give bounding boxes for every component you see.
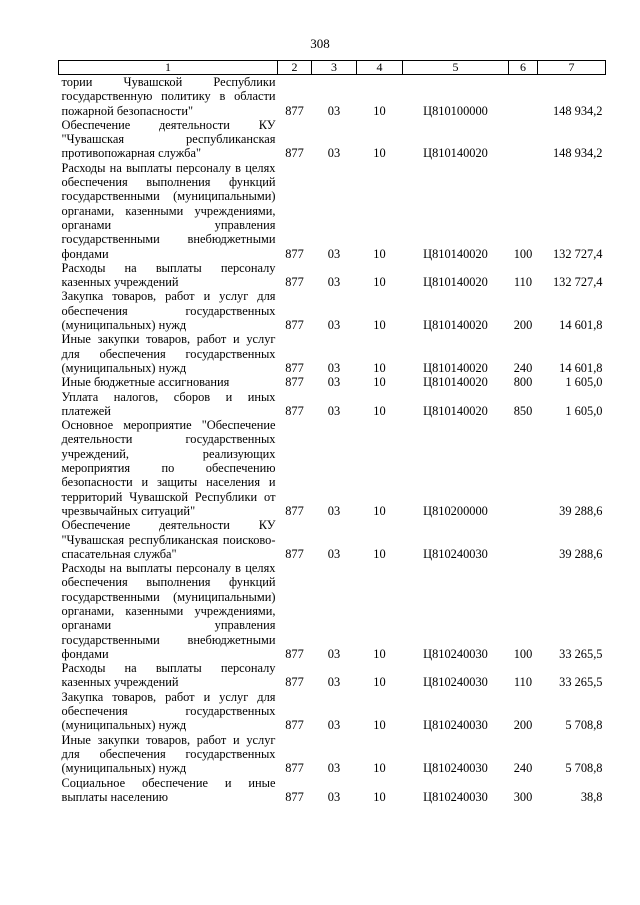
row-name: Закупка товаров, работ и услуг для обеспечения государственных (муниципальных) нужд (61, 289, 276, 333)
row-amount: 1 605,0 (565, 375, 603, 390)
row-ministry-code: 877 (285, 546, 304, 561)
row-expense-type (509, 118, 538, 161)
row-expense-type: 800 (513, 375, 533, 390)
row-expense-type: 200 (513, 718, 533, 733)
row-expense-type: 100 (513, 246, 533, 261)
row-subsection: 10 (373, 275, 386, 290)
row-name: Расходы на выплаты персоналу в целях обеспечения выполнения функций государственными (муниципальными) органами, казенными учреждениями, органами управления государственными внебюджетными фондами (61, 561, 276, 661)
row-amount: 148 934,2 (552, 103, 603, 118)
table-row (59, 518, 606, 561)
row-ministry-code: 877 (285, 146, 304, 161)
header-col-7: 7 (538, 61, 606, 75)
row-expense-type: 240 (513, 360, 533, 375)
row-ministry-code: 877 (285, 275, 304, 290)
row-expense-type: 100 (513, 646, 533, 661)
row-name: Закупка товаров, работ и услуг для обеспечения государственных (муниципальных) нужд (61, 689, 276, 733)
row-amount: 1 605,0 (565, 403, 603, 418)
row-subsection: 10 (373, 103, 386, 118)
row-target-article: Ц810140020 (423, 146, 488, 161)
row-target-article: Ц810140020 (423, 403, 488, 418)
row-target-article: Ц810240030 (423, 761, 488, 776)
row-amount: 5 708,8 (565, 718, 603, 733)
row-section: 03 (327, 360, 341, 375)
row-subsection: 10 (373, 718, 386, 733)
table-row (59, 776, 606, 805)
row-amount: 38,8 (580, 789, 603, 804)
table-row (59, 161, 606, 261)
table-row (59, 390, 606, 419)
row-name: Обеспечение деятельности КУ "Чувашская республиканская поисково-спасательная служба" (61, 518, 276, 561)
row-section: 03 (327, 646, 341, 661)
row-amount: 132 727,4 (552, 246, 603, 261)
row-section: 03 (327, 718, 341, 733)
row-subsection: 10 (373, 375, 386, 390)
row-subsection: 10 (373, 761, 386, 776)
row-target-article: Ц810240030 (423, 789, 488, 804)
row-ministry-code: 877 (285, 403, 304, 418)
column-number-header (59, 61, 606, 75)
row-target-article: Ц810140020 (423, 318, 488, 333)
row-amount: 132 727,4 (552, 275, 603, 290)
row-target-article: Ц810140020 (423, 375, 488, 390)
row-ministry-code: 877 (285, 360, 304, 375)
row-ministry-code: 877 (285, 718, 304, 733)
row-expense-type: 110 (513, 275, 533, 290)
row-expense-type: 240 (513, 761, 533, 776)
row-section: 03 (327, 246, 341, 261)
row-ministry-code: 877 (285, 761, 304, 776)
row-subsection: 10 (373, 546, 386, 561)
row-amount: 5 708,8 (565, 761, 603, 776)
row-subsection: 10 (373, 146, 386, 161)
table-row (59, 261, 606, 290)
header-col-6: 6 (509, 61, 538, 75)
row-name: Расходы на выплаты персоналу казенных учреждений (61, 260, 276, 290)
row-target-article: Ц810240030 (423, 646, 488, 661)
table-row (59, 418, 606, 518)
row-amount: 148 934,2 (552, 146, 603, 161)
row-section: 03 (327, 318, 341, 333)
row-name: тории Чувашской Республики государственную политику в области пожарной безопасности" (61, 75, 276, 118)
row-section: 03 (327, 789, 341, 804)
row-ministry-code: 877 (285, 318, 304, 333)
row-name: Основное мероприятие "Обеспечение деятельности государственных учреждений, реализующих мероприятия по обеспечению безопасности и защиты населения и территорий Чувашской Республики от чрезвычайных ситуаций" (61, 418, 276, 518)
row-name: Иные бюджетные ассигнования (61, 375, 230, 390)
table-row (59, 733, 606, 776)
header-col-3: 3 (312, 61, 357, 75)
row-ministry-code: 877 (285, 103, 304, 118)
row-ministry-code: 877 (285, 675, 304, 690)
row-amount: 14 601,8 (559, 318, 603, 333)
row-amount: 14 601,8 (559, 360, 603, 375)
row-ministry-code: 877 (285, 789, 304, 804)
row-subsection: 10 (373, 318, 386, 333)
row-section: 03 (327, 103, 341, 118)
table-row (59, 375, 606, 389)
row-expense-type: 110 (513, 675, 533, 690)
row-section: 03 (327, 546, 341, 561)
header-col-1: 1 (59, 61, 278, 75)
row-expense-type: 300 (513, 789, 533, 804)
header-col-5: 5 (403, 61, 509, 75)
row-target-article: Ц810100000 (423, 103, 488, 118)
row-target-article: Ц810240030 (423, 718, 488, 733)
row-name: Расходы на выплаты персоналу в целях обеспечения выполнения функций государственными (муниципальными) органами, казенными учреждениями, органами управления государственными внебюджетными фондами (61, 160, 276, 261)
row-subsection: 10 (373, 675, 386, 690)
table-row (59, 661, 606, 690)
row-section: 03 (327, 403, 341, 418)
row-section: 03 (327, 503, 341, 518)
row-name: Обеспечение деятельности КУ "Чувашская республиканская противопожарная служба" (61, 117, 276, 161)
row-target-article: Ц810140020 (423, 275, 488, 290)
row-amount: 33 265,5 (559, 675, 603, 690)
row-ministry-code: 877 (285, 503, 304, 518)
header-col-2: 2 (278, 61, 312, 75)
row-name: Социальное обеспечение и иные выплаты населению (61, 775, 276, 804)
row-section: 03 (327, 675, 341, 690)
row-subsection: 10 (373, 246, 386, 261)
table-row (59, 75, 606, 118)
row-section: 03 (327, 146, 341, 161)
row-expense-type (509, 418, 538, 518)
row-section: 03 (327, 275, 341, 290)
row-section: 03 (327, 761, 341, 776)
row-ministry-code: 877 (285, 646, 304, 661)
table-row (59, 561, 606, 661)
row-expense-type (509, 75, 538, 118)
row-name: Расходы на выплаты персоналу казенных учреждений (61, 661, 276, 690)
row-target-article: Ц810200000 (423, 503, 488, 518)
table-row (59, 690, 606, 733)
row-amount: 39 288,6 (559, 503, 603, 518)
row-subsection: 10 (373, 789, 386, 804)
row-expense-type: 200 (513, 318, 533, 333)
row-ministry-code: 877 (285, 246, 304, 261)
row-section: 03 (327, 375, 341, 390)
row-amount: 39 288,6 (559, 546, 603, 561)
row-expense-type: 850 (513, 403, 533, 418)
row-expense-type (509, 518, 538, 561)
table-row (59, 289, 606, 332)
row-subsection: 10 (373, 646, 386, 661)
table-row (59, 332, 606, 375)
row-subsection: 10 (373, 403, 386, 418)
table-row (59, 118, 606, 161)
budget-table (58, 60, 606, 804)
row-amount: 33 265,5 (559, 646, 603, 661)
row-target-article: Ц810140020 (423, 246, 488, 261)
row-target-article: Ц810240030 (423, 546, 488, 561)
row-ministry-code: 877 (285, 375, 304, 390)
row-subsection: 10 (373, 503, 386, 518)
row-name: Иные закупки товаров, работ и услуг для обеспечения государственных (муниципальных) нужд (61, 732, 276, 776)
row-name: Иные закупки товаров, работ и услуг для обеспечения государственных (муниципальных) нужд (61, 332, 276, 375)
page-number: 308 (310, 36, 330, 51)
row-subsection: 10 (373, 360, 386, 375)
row-target-article: Ц810140020 (423, 360, 488, 375)
row-target-article: Ц810240030 (423, 675, 488, 690)
row-name: Уплата налогов, сборов и иных платежей (61, 389, 276, 418)
header-col-4: 4 (357, 61, 403, 75)
